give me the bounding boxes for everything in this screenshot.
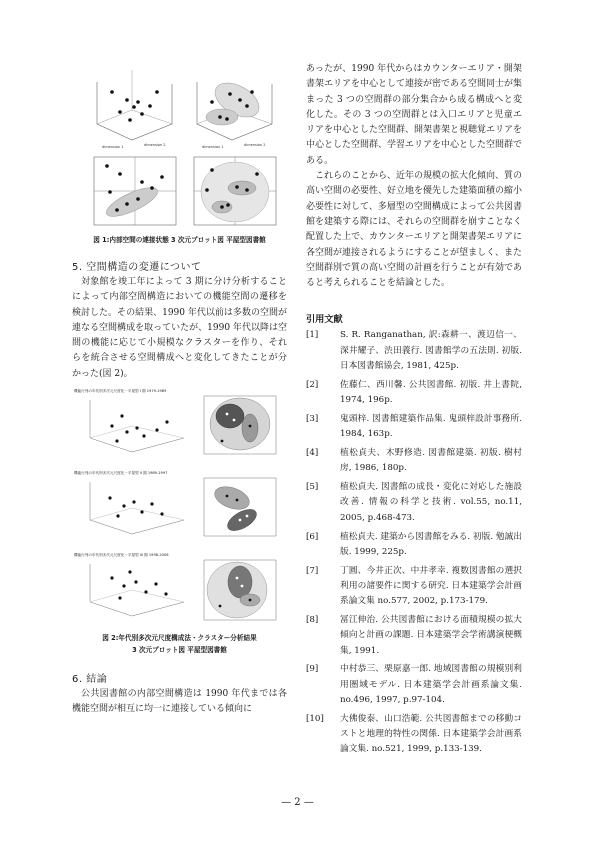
reference-number: [9] bbox=[306, 664, 319, 675]
references-list bbox=[306, 328, 522, 757]
left-column bbox=[72, 62, 287, 718]
svg-text:dimension 2: dimension 2 bbox=[244, 143, 266, 147]
figure-2-panel-title-3: 機能行列の年代別多次元尺度化－平屋型 III 期 1998-2006 bbox=[74, 553, 169, 558]
reference-item bbox=[306, 564, 522, 610]
fig1-plot-2d-2 bbox=[194, 157, 276, 225]
reference-number: [8] bbox=[306, 615, 319, 625]
section-6-heading: 6. 結論 bbox=[72, 674, 108, 686]
reference-item bbox=[306, 328, 522, 374]
conclusion-paragraph-1: あったが、1990 年代からはカウンターエリア・開架書架エリアを中心として連接が密である空間同士が集まった 3 つの空間群の部分集合から成る構成へと変化した。その 3 つの空間群とは入口エリアと児童エリアを中心とした空間群、開架書架と視聴覚エリアを中心とした空間群、学習エリアを中心とした空間群である。 bbox=[306, 64, 523, 166]
section-5-heading: 5. 空間構造の変遷について bbox=[72, 262, 202, 273]
svg-text:dimension 1: dimension 1 bbox=[202, 145, 224, 149]
fig2-panel-2-3d bbox=[90, 482, 184, 534]
fig2-panel-3-3d bbox=[90, 564, 184, 616]
fig1-plot-2d-1 bbox=[94, 157, 176, 225]
fig2-panel-1-2d bbox=[204, 396, 276, 454]
reference-text: 佐藤仁、西川馨. 公共図書館. 初版. 井上書院, 1974, 196p. bbox=[340, 379, 522, 406]
reference-item bbox=[306, 613, 522, 659]
figure-1 bbox=[72, 62, 287, 232]
reference-text: S. R. Ranganathan, 訳:森耕一、渡辺信一、深井耀子、渋田義行. 図書館学の五法則. 初版. 日本図書館協会, 1981, 425p. bbox=[340, 330, 522, 372]
conclusion-paragraph-2: これらのことから、近年の規模の拡大化傾向、質の高い空間の必要性、好立地を優先した建築面積の縮小必要性に対して、多層型の空間構成によって公共図書館を建築する際には、それらの空間群を崩すことなく配置した上で、カウンターエリアと開架書架エリアに各空間が連接されるようにすることが望ましく、また空間群別で質の高い空間の計画を行うことが有効であると考えられることを結論とした。 bbox=[306, 171, 523, 289]
reference-text: 大佛俊泰、山口浩範. 公共図書館までの移動コストと地理的特性の関係. 日本建築学会計画系論文集. no.521, 1999, p.133-139. bbox=[340, 713, 522, 755]
svg-text:dimension 2: dimension 2 bbox=[144, 143, 166, 147]
fig1-plot-3d-1 bbox=[97, 70, 172, 149]
figure-2-panel-title-1: 機能行列の年代別多次元尺度化－平屋型 I 期 1979-1989 bbox=[74, 389, 167, 394]
figure-2-plots bbox=[72, 386, 287, 632]
reference-item bbox=[306, 530, 522, 561]
figure-2-panel-title-2: 機能行列の年代別多次元尺度化－平屋型 II 期 1989-1997 bbox=[74, 471, 168, 476]
fig2-panel-2-2d bbox=[204, 478, 276, 536]
reference-number: [10] bbox=[306, 713, 324, 724]
section-6-paragraph: 公共図書館の内部空間構造は 1990 年代までは各機能空間が相互に均一に連接している傾向に bbox=[72, 689, 287, 715]
reference-number: [3] bbox=[306, 413, 319, 424]
reference-number: [5] bbox=[306, 482, 319, 493]
figure-2-caption-line2: 3 次元プロット図 平屋型図書館 bbox=[132, 646, 227, 655]
section-5-paragraph: 対象館を竣工年によって 3 期に分け分析することによって内部空間構造においての機能空間の遷移を検討した。その結果、1990 年代以前は多数の空間が連なる空間構成を取っていたが、1990 年代以降は空間の機能に応じて小規模なクラスターを作り、それらを統合させる空間構成へと変化してきたことが分かった(図 2)。 bbox=[72, 277, 287, 379]
reference-item bbox=[306, 378, 522, 409]
reference-item bbox=[306, 712, 522, 758]
figure-2 bbox=[72, 386, 287, 632]
reference-text: 植松貞夫. 図書館の成長・変化に対応した施設改善. 情報の科学と技術. vol.55, no.11, 2005, p.468-473. bbox=[340, 482, 522, 523]
right-column bbox=[306, 62, 522, 761]
reference-item bbox=[306, 480, 522, 526]
reference-item bbox=[306, 662, 522, 708]
page-number: — 2 — bbox=[281, 797, 314, 808]
figure-1-caption: 図 1:内部空間の連接状態 3 次元プロット図 平屋型図書館 bbox=[93, 236, 266, 244]
reference-number: [6] bbox=[306, 531, 319, 542]
reference-number: [7] bbox=[306, 565, 319, 576]
fig1-plot-3d-2 bbox=[197, 76, 272, 149]
reference-number: [1] bbox=[306, 330, 319, 341]
figure-1-plots bbox=[72, 62, 287, 232]
reference-text: 植松貞夫、木野修造. 図書館建築. 初版. 樹村房, 1986, 180p. bbox=[340, 448, 522, 474]
references-heading: 引用文献 bbox=[306, 314, 343, 326]
reference-item bbox=[306, 446, 522, 477]
reference-number: [4] bbox=[306, 448, 319, 459]
figure-2-caption-line1: 図 2:年代別多次元尺度構成法・クラスター分析結果 bbox=[102, 634, 257, 643]
reference-item bbox=[306, 412, 522, 443]
reference-number: [2] bbox=[306, 379, 319, 390]
reference-text: 植松貞夫. 建築から図書館をみる. 初版. 勉誠出版. 1999, 225p. bbox=[340, 531, 522, 557]
svg-text:dimension 1: dimension 1 bbox=[102, 145, 124, 149]
fig2-panel-3-2d bbox=[204, 560, 276, 620]
reference-text: 冨江伸治. 公共図書館における面積規模の拡大傾向と計画の課題. 日本建築学会学術講演梗概集, 1991. bbox=[340, 615, 522, 656]
reference-text: 中村恭三、栗原嘉一郎. 地域図書館の規模別利用圏域モデル. 日本建築学会計画系論文集. no.496, 1997, p.97-104. bbox=[340, 664, 522, 705]
fig2-panel-1-3d bbox=[90, 400, 184, 452]
reference-text: 丁圓、今井正次、中井孝幸. 複数図書館の選択利用の諸要件に関する研究. 日本建築学会計画系論文集 no.577, 2002, p.173-179. bbox=[340, 565, 522, 607]
reference-text: 鬼頭梓. 図書館建築作品集. 鬼頭梓設計事務所. 1984, 163p. bbox=[340, 413, 522, 440]
